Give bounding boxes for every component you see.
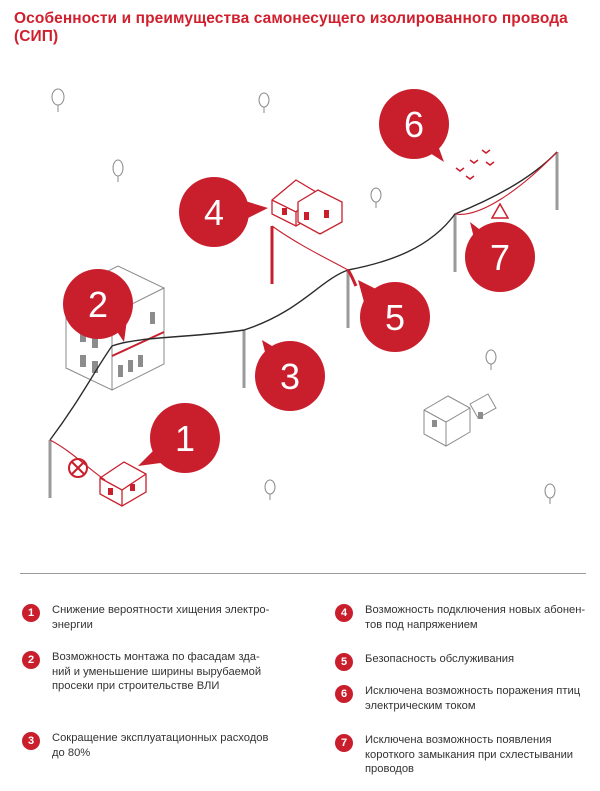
legend-text: Исключена возможность поражения птиц электрическим током [365,685,581,712]
legend-text: Возможность монтажа по фасадам зда- ний и уменьшение ширины вырубаемой просеки при строительстве ВЛИ [52,651,262,692]
legend-number: 4 [335,604,353,622]
svg-text:4: 4 [203,192,225,233]
legend-number: 1 [22,604,40,622]
house-icon [424,394,496,446]
house-icon [272,180,342,234]
legend-item [335,603,585,632]
warning-icon [492,204,508,218]
no-entry-icon [69,459,87,477]
bubble-3 [255,340,325,411]
legend-item [335,652,514,671]
svg-text:5: 5 [384,297,406,338]
svg-text:1: 1 [174,418,196,459]
house-icon [100,462,146,506]
page-title: Особенности и преимущества самонесущего изолированного провода (СИП) [14,10,568,45]
legend-number: 3 [22,732,40,750]
legend-number: 2 [22,651,40,669]
legend-item [22,650,261,694]
svg-text:7: 7 [489,237,511,278]
legend-item [22,603,269,632]
legend-number: 7 [335,734,353,752]
legend-text: Безопасность обслуживания [365,653,515,665]
bubble-4 [179,177,268,247]
legend-item [335,733,573,777]
bubble-5 [358,280,430,352]
birds-icon [456,150,494,179]
legend-text: Сокращение эксплуатационных расходов до 80% [52,732,269,759]
bubble-7 [465,222,535,292]
bubble-6 [379,89,449,162]
svg-text:2: 2 [87,284,109,325]
legend-number: 5 [335,653,353,671]
legend-item [22,731,268,760]
legend-number: 6 [335,685,353,703]
svg-text:6: 6 [403,104,425,145]
legend-item [335,684,580,713]
legend-text: Снижение вероятности хищения электро- энергии [52,604,270,631]
bubble-1 [138,403,220,473]
legend-text: Исключена возможность появления короткого замыкания при схлестывании проводов [365,734,574,775]
section-divider [20,573,586,574]
legend-text: Возможность подключения новых абонен- тов под напряжением [365,604,586,631]
svg-text:3: 3 [279,356,301,397]
